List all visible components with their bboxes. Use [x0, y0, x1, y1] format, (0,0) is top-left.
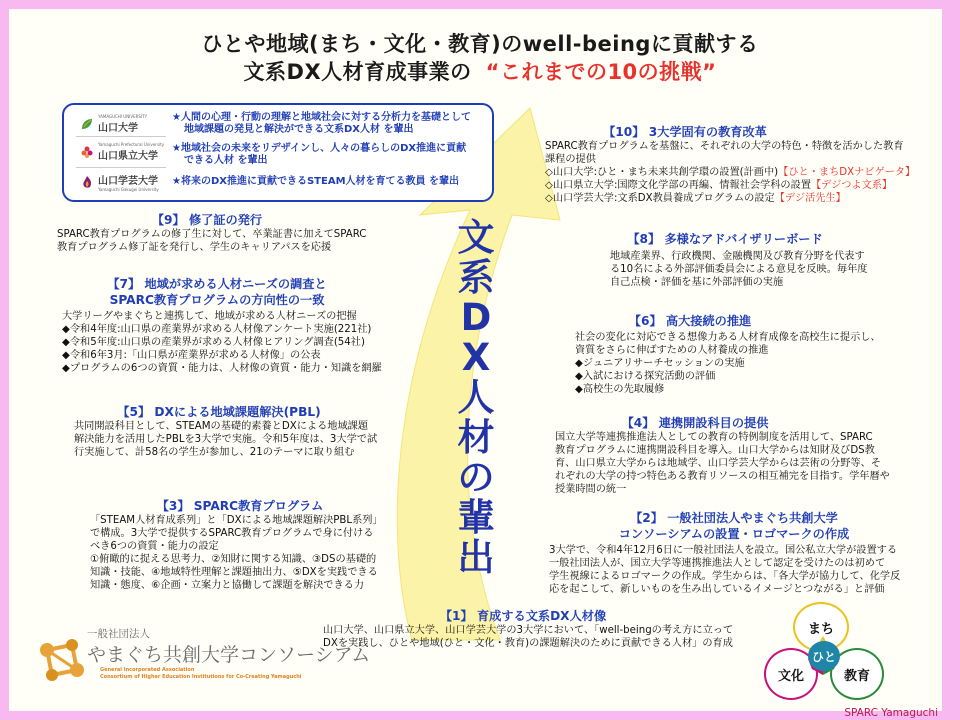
- flame-logo-icon: [80, 175, 94, 189]
- logo-divider: [76, 136, 166, 137]
- university-box: [62, 103, 494, 202]
- section-9: 【9】 修了証の発行 SPARC教育プログラムの修了生に対して、卒業証書に加えてSPARC 教育プログラム修了証を発行し、学生のキャリアパスを応援: [57, 213, 367, 253]
- logo-name: 山口学芸大学: [98, 176, 158, 187]
- section-3: 【3】 SPARC教育プログラム 「STEAM人材育成系列」と「DXによる地域課題解決PBL系列」 で構成。3大学で提供するSPARC教育プログラムで身に付ける べき6つの資質・能力の設定 ①俯瞰的に捉える思考力、②知財に関する知識、③DSの基礎的 知識・技能、④地域特性理解と課題抽出力、⑤DXを実践できる 知識・態度、⑥企画・立案力と協働して課題を解決できる力: [90, 498, 410, 592]
- university-logo-yamaguchi: [80, 114, 147, 134]
- consortium-corp-label: 一般社団法人: [87, 628, 150, 640]
- program-item: ◇山口県立大学:国際文化学部の再編、情報社会学科の設置【デジつよ文系】: [545, 180, 893, 191]
- leaf-logo-icon: [80, 117, 94, 131]
- university-logo-prefectural: [80, 142, 164, 162]
- logo-name: 山口県立大学: [98, 151, 158, 162]
- venn-circle-kyoiku: 教育: [830, 648, 884, 700]
- section-heading: コンソーシアムの設置・ロゴマークの作成: [618, 527, 850, 541]
- program-item: ◇山口大学:ひと・まち未来共創学環の設置(計画中)【ひと・まちDXナビゲータ】: [545, 167, 916, 178]
- program-item: ◇山口学芸大学:文系DX教員養成プログラムの設定【デジ活先生】: [545, 193, 846, 204]
- goal-item: ★将来のDX推進に貢献できるSTEAM人材を育てる教員 を輩出: [172, 176, 460, 187]
- section-8: 【8】 多様なアドバイザリーボード 地域産業界、行政機関、金融機関及び教育分野を代表す る10名による外部評価委員会による意見を反映。毎年度 自己点検・評価を基に外部評価の実施: [610, 232, 868, 288]
- section-heading: 【2】 一般社団法人やまぐち共創大学: [630, 511, 838, 525]
- logo-sub-en: Yamaguchi Gakugei University: [98, 187, 159, 192]
- section-10: 【10】 3大学固有の教育改革 SPARC教育プログラムを基盤に、それぞれの大学の特色・特徴を活かした教育 課程の提供 ◇山口大学:ひと・まち未来共創学環の設置(計画中)【ひと・まちDXナビゲータ】 ◇山口県立大学:国際文化学部の再編、情報社会学科の設置【デジつよ文系】 ◇山口学芸大学:文系DX教員養成プログラムの設定【デジ活先生】: [545, 124, 925, 205]
- title-prefix: 文系DX人材育成事業の: [243, 60, 472, 84]
- university-logo-gakugei: [80, 172, 159, 192]
- consortium-name-en1: General Incorporated Association: [100, 667, 195, 673]
- section-heading: 【5】 DXによる地域課題解決(PBL): [117, 405, 321, 419]
- section-1: 【1】 育成する文系DX人材像 山口大学、山口県立大学、山口学芸大学の3大学において、「well-beingの考え方に立って DXを実践し、ひとや地域(ひと・文化・教育)の課題解決のために貢献できる人材」の育成: [323, 609, 734, 649]
- footer-label: SPARC Yamaguchi: [844, 707, 938, 719]
- venn-center-hito: ひと: [808, 641, 840, 671]
- logo-divider: [76, 167, 166, 168]
- venn-circle-bunka: 文化: [764, 648, 818, 700]
- section-6: 【6】 高大接続の推進 社会の変化に対応できる想像力ある人材育成像を高校生に提示し、 資質をさらに伸ばすための人材養成の推進 ◆ジュニアリサーチセッションの実施 ◆入試における探究活動の評価 ◆高校生の先取履修: [575, 314, 881, 395]
- section-heading: 【1】 育成する文系DX人材像: [439, 609, 607, 623]
- section-heading: 【6】 高大接続の推進: [628, 314, 752, 328]
- consortium-name: やまぐち共創大学コンソーシアム: [87, 644, 371, 666]
- section-2: 【2】 一般社団法人やまぐち共創大学 コンソーシアムの設置・ロゴマークの作成 3大学で、令和4年12月6日に一般社団法人を設立。国公私立大学が設置する 一般社団法人が、国立大学等連携推進法人として認定を受けたのは初めて 学生視線によるロゴマークの作成。学生からは、「各大学が協力して、化学反 応を起こして、新しいものを生み出しているイメージとつながる」と評価: [549, 510, 929, 596]
- goal-item: ★人間の心理・行動の理解と地域社会に対する分析力を基礎として 地域課題の発見と解決ができる文系DX人材 を輩出: [172, 112, 471, 135]
- page-title-line2: [0, 56, 960, 86]
- consortium-name-en2: Consortium of Higher Education Institutions for Co-Creating Yamaguchi: [100, 674, 302, 680]
- section-heading: SPARC教育プログラムの方向性の一致: [109, 293, 325, 307]
- logo-name: 山口大学: [98, 123, 138, 134]
- section-4: 【4】 連携開設科目の提供 国立大学等連携推進法人としての教育の特例制度を活用して、SPARC 教育プログラムに連携開設科目を導入。山口大学からは知財及びDS教 育、山口県立大学からは地域学、山口学芸大学からは芸術の分野等、そ れぞれの大学の持つ特色ある教育リソースの相互補完を目指す。学年暦や 授業時間の統一: [555, 416, 890, 495]
- flower-logo-icon: [80, 145, 94, 159]
- logo-sub-en: YAMAGUCHI UNIVERSITY: [98, 114, 148, 119]
- section-7: 【7】 地域が求める人材ニーズの調査と SPARC教育プログラムの方向性の一致 大学リーグやまぐちと連携して、地域が求める人材ニーズの把握 ◆令和4年度:山口県の産業界が求める人材像アンケート実施(221社) ◆令和5年度:山口県の産業界が求める人材像ヒアリング調査(54社) ◆令和6年3月:「山口県が産業界が求める人材像」の公表 ◆プログラムの6つの資質・能力は、人材像の資質・能力・知識を網羅: [62, 277, 382, 374]
- section-5: 【5】 DXによる地域課題解決(PBL) 共同開設科目として、STEAMの基礎的素養とDXによる地域課題 解決能力を活用したPBLを3大学で実施。令和5年度は、3大学で試 行実施して、計58名の学生が参加し、21のテーマに取り組む: [74, 405, 378, 458]
- consortium-molecule-logo-icon: [32, 630, 92, 690]
- page-title-line1: ひとや地域(まち・文化・教育)のwell-beingに貢献する: [201, 32, 759, 56]
- section-heading: 【8】 多様なアドバイザリーボード: [627, 232, 823, 246]
- section-heading: 【7】 地域が求める人材ニーズの調査と: [107, 277, 327, 291]
- goal-item: ★地域社会の未来をリデザインし、人々の暮らしのDX推進に貢献 できる人材 を輩出: [172, 143, 467, 166]
- title-highlight: “これまでの10の挑戦”: [485, 60, 717, 84]
- section-heading: 【4】 連携開設科目の提供: [621, 416, 769, 430]
- logo-sub-en: Yamaguchi Prefectural University: [98, 142, 165, 147]
- section-heading: 【9】 修了証の発行: [151, 213, 263, 227]
- section-heading: 【3】 SPARC教育プログラム: [156, 499, 324, 513]
- section-heading: 【10】 3大学固有の教育改革: [603, 125, 767, 139]
- vertical-slogan: 文 系 D X 人 材 の 輩 出: [457, 216, 495, 579]
- venn-circle-machi: まち: [793, 602, 849, 652]
